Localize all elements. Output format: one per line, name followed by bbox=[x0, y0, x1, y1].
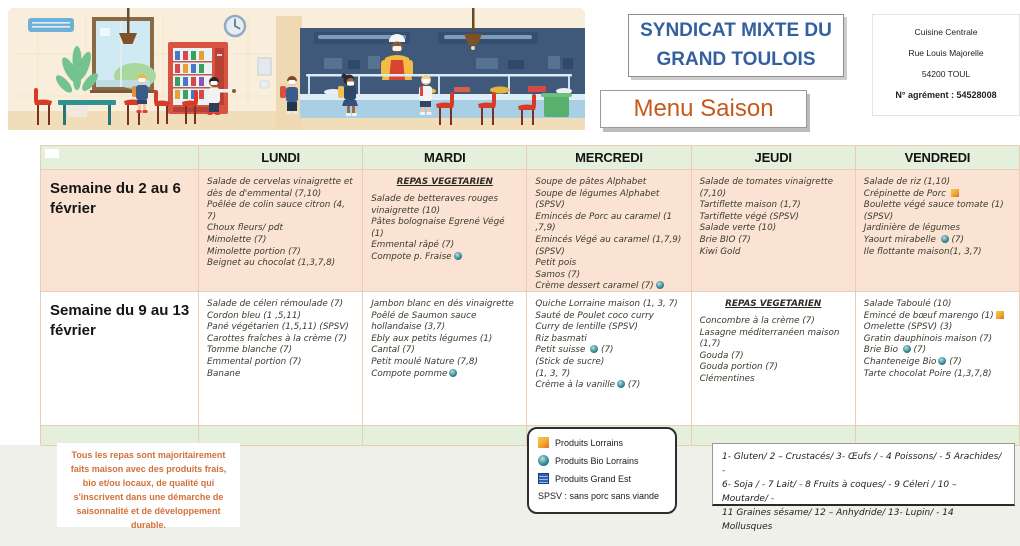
menu-cell-week1-jeudi bbox=[692, 170, 856, 292]
produits-lorrains-icon bbox=[951, 189, 959, 197]
menu-item: Ebly aux petits légumes (1) bbox=[371, 333, 493, 344]
menu-item: Pané végétarien (1,5,11) (SPSV) bbox=[207, 322, 349, 333]
day-header-vendredi: VENDREDI bbox=[856, 146, 1020, 170]
legend-label: Produits Bio Lorrains bbox=[555, 455, 639, 466]
produits-bio-lorrains-icon bbox=[590, 345, 598, 353]
menu-item: Boulette végé sauce tomate (1) (SPSV) bbox=[863, 200, 1004, 222]
menu-item: Jambon blanc en dés vinaigrette bbox=[371, 299, 514, 309]
menu-item: Beignet au chocolat (1,3,7,8) bbox=[207, 258, 336, 269]
menu-item: Tarte chocolat Poire (1,3,7,8) bbox=[863, 368, 992, 379]
menu-item: Pâtes bolognaise Egrené Végé (1) bbox=[371, 217, 505, 239]
legend-items bbox=[538, 437, 666, 484]
menu-item: Omelette (SPSV) (3) bbox=[863, 322, 953, 333]
org-title-box bbox=[628, 14, 844, 77]
menu-item: Jardinière de légumes bbox=[863, 223, 961, 234]
menu-item: Kiwi Gold bbox=[699, 246, 741, 257]
menu-item: Emmental portion (7) bbox=[207, 357, 302, 368]
menu-item: Emmental râpé (7) bbox=[371, 240, 455, 251]
menu-item: Crème à la vanille (7) bbox=[535, 380, 641, 391]
menu-item: Curry de lentille (SPSV) bbox=[535, 322, 638, 333]
legend-spsv: SPSV : sans porc sans viande bbox=[538, 491, 660, 501]
menu-item: (1, 3, 7) bbox=[535, 368, 571, 379]
menu-item: Emincé de bœuf marengo (1) bbox=[864, 311, 1011, 323]
menu-item: Petit moulé Nature (7,8) bbox=[371, 357, 478, 368]
menu-item: Brie Bio (7) bbox=[863, 345, 927, 356]
menu-item: Poêlée de colin sauce citron (4, 7) bbox=[207, 200, 345, 222]
menu-cell-week1-mardi bbox=[363, 170, 527, 292]
menu-item: Petit suisse (7) bbox=[535, 345, 614, 356]
produits-bio-lorrains-icon bbox=[449, 369, 457, 377]
menu-item: Salade de riz (1,10) bbox=[863, 177, 951, 187]
day-header-mercredi: MERCREDI bbox=[527, 146, 691, 170]
produits-bio-lorrains-icon bbox=[617, 380, 625, 388]
produits-lorrains-icon bbox=[996, 311, 1004, 319]
menu-item: Banane bbox=[207, 368, 241, 379]
menu-item: (Stick de sucre) bbox=[535, 357, 605, 368]
allergen-line: 11 Graines sésame/ 12 – Anhydride/ 13- Lupin/ - 14 Mollusques bbox=[722, 507, 954, 532]
menu-item: Gratin dauphinois maison (7) bbox=[863, 333, 993, 344]
menu-item: Soupe de pâtes Alphabet bbox=[535, 177, 647, 187]
menu-item: Salade de céleri rémoulade (7) bbox=[207, 299, 343, 309]
menu-item: Compote p. Fraise bbox=[371, 252, 518, 264]
allergen-box bbox=[712, 443, 1015, 532]
menu-item: Salade de cervelas vinaigrette et dès de d'emmental (7,10) bbox=[207, 177, 353, 199]
menu-item: Cantal (7) bbox=[371, 345, 415, 356]
menu-item: Salade Taboulé (10) bbox=[863, 299, 952, 309]
menu-item: Brie BIO (7) bbox=[699, 235, 751, 246]
produits-bio-lorrains-icon bbox=[538, 455, 549, 466]
menu-item: Crème dessert caramel (7) bbox=[535, 281, 682, 292]
menu-title: Menu Saison bbox=[633, 95, 774, 122]
menu-item: Crépinette de Porc bbox=[864, 189, 1011, 201]
produits-lorrains-icon bbox=[538, 437, 549, 448]
day-header-mardi: MARDI bbox=[363, 146, 527, 170]
menu-item: Mimolette portion (7) bbox=[207, 246, 301, 257]
menu-item: Salade de betteraves rouges vinaigrette (10) bbox=[371, 194, 499, 216]
menu-cell-week2-jeudi bbox=[692, 292, 856, 426]
cafeteria-illustration bbox=[8, 8, 585, 130]
address-line-2: Rue Louis Majorelle bbox=[908, 48, 984, 58]
legend-item bbox=[538, 455, 666, 466]
menu-cell-week2-mardi bbox=[363, 292, 527, 426]
menu-item: Gouda (7) bbox=[699, 350, 744, 361]
day-header-jeudi: JEUDI bbox=[692, 146, 856, 170]
day-header-lundi: LUNDI bbox=[199, 146, 363, 170]
legend-item bbox=[538, 437, 666, 448]
legend-label: Produits Lorrains bbox=[555, 437, 624, 448]
menu-item: Tartiflette maison (1,7) bbox=[699, 200, 801, 211]
menu-item: Petit pois bbox=[535, 258, 577, 269]
week-1-label: Semaine du 2 au 6 février bbox=[41, 170, 199, 292]
menu-item: Chanteneige Bio (7) bbox=[863, 357, 962, 368]
repas-vegetarien-header: REPAS VEGETARIEN bbox=[725, 299, 822, 309]
menu-item: Carottes fraîches à la crème (7) bbox=[207, 333, 347, 344]
menu-item: Gouda portion (7) bbox=[699, 362, 778, 373]
menu-item: Concombre à la crème (7) bbox=[699, 316, 815, 326]
allergen-line: 1- Gluten/ 2 – Crustacés/ 3- Œufs / - 4 Poissons/ - 5 Arachides/ - bbox=[722, 452, 1002, 476]
menu-cell-week1-vendredi bbox=[856, 170, 1020, 292]
menu-table bbox=[40, 145, 1020, 445]
week-2-label: Semaine du 9 au 13 février bbox=[41, 292, 199, 426]
menu-item: Tomme blanche (7) bbox=[207, 345, 293, 356]
produits-bio-lorrains-icon bbox=[938, 357, 946, 365]
menu-item: Ile flottante maison(1, 3,7) bbox=[863, 246, 982, 257]
menu-item: Poêlé de Saumon sauce hollandaise (3,7) bbox=[371, 310, 477, 333]
menu-item: Choux fleurs/ pdt bbox=[207, 223, 283, 234]
menu-cell-week1-mercredi bbox=[527, 170, 691, 292]
repas-vegetarien-header: REPAS VEGETARIEN bbox=[396, 177, 493, 187]
table-footer-band-cell bbox=[363, 426, 527, 446]
menu-item: Soupe de légumes Alphabet (SPSV) bbox=[535, 188, 660, 211]
table-corner-cell bbox=[41, 146, 199, 170]
menu-item: Salade verte (10) bbox=[699, 223, 777, 234]
menu-item: Samos (7) bbox=[535, 269, 581, 280]
menu-item: Riz basmati bbox=[535, 333, 587, 344]
legend-box bbox=[527, 427, 677, 514]
menu-item: Clémentines bbox=[699, 374, 755, 385]
menu-item: Quiche Lorraine maison (1, 3, 7) bbox=[535, 299, 678, 309]
menu-item: Yaourt mirabelle (7) bbox=[863, 235, 964, 246]
menu-item: Sauté de Poulet coco curry bbox=[535, 310, 654, 321]
produits-bio-lorrains-icon bbox=[941, 235, 949, 243]
menu-item: Salade de tomates vinaigrette (7,10) bbox=[699, 177, 834, 199]
produits-bio-lorrains-icon bbox=[454, 252, 462, 260]
menu-cell-week2-lundi bbox=[199, 292, 363, 426]
allergen-line: 6- Soja / - 7 Lait/ - 8 Fruits à coques/ - 9 Céleri / 10 – Moutarde/ - bbox=[722, 479, 957, 504]
address-line-3: 54200 TOUL bbox=[921, 69, 971, 79]
menu-item: Mimolette (7) bbox=[207, 235, 267, 246]
menu-cell-week1-lundi bbox=[199, 170, 363, 292]
org-title: SYNDICAT MIXTE DU GRAND TOULOIS bbox=[640, 20, 832, 70]
produits-bio-lorrains-icon bbox=[903, 345, 911, 353]
produits-bio-lorrains-icon bbox=[656, 281, 664, 289]
address-line-1: Cuisine Centrale bbox=[914, 27, 978, 37]
legend-label: Produits Grand Est bbox=[555, 473, 632, 484]
menu-item: Cordon bleu (1 ,5,11) bbox=[207, 310, 301, 321]
menu-item: Tartiflette végé (SPSV) bbox=[699, 211, 799, 222]
menu-item: Emincés Végé au caramel (1,7,9) (SPSV) bbox=[535, 235, 682, 257]
address-card bbox=[872, 14, 1020, 116]
menu-item: Compote pomme bbox=[371, 369, 518, 381]
menu-cell-week2-vendredi bbox=[856, 292, 1020, 426]
quality-note: Tous les repas sont majoritairement faits maison avec des produits frais, bio et/ou locaux, de qualité qui s'inscrivent dans une démarche de saisonnalité et de développement durable. bbox=[57, 443, 240, 527]
legend-item bbox=[538, 473, 666, 484]
menu-title-box bbox=[600, 90, 807, 128]
produits-grand-est-icon bbox=[538, 473, 549, 484]
menu-cell-week2-mercredi bbox=[527, 292, 691, 426]
menu-item: Emincés de Porc au caramel (1 ,7,9) bbox=[535, 211, 673, 234]
menu-item: Lasagne méditerranéen maison (1,7) bbox=[699, 327, 840, 350]
address-agrement: N° agrément : 54528008 bbox=[895, 90, 997, 100]
